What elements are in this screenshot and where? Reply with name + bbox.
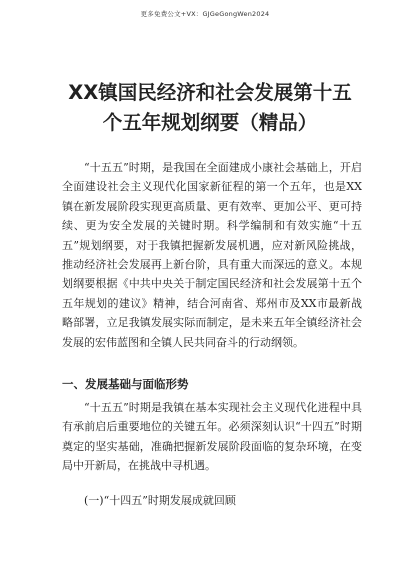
subsection-heading: (一)“十四五”时期发展成就回顾 (84, 494, 236, 507)
section-paragraph: “十五五”时期是我镇在基本实现社会主义现代化进程中具有承前启后重要地位的关键五年。必须深刻认识“十四五”时期奠定的坚实基础，准确把握新发展阶段面临的复杂环境，在变局中开新局，在挑战中寻机遇。 (62, 401, 362, 473)
section-paragraph-block (62, 398, 362, 476)
intro-paragraph: “十五五”时期，是我国在全面建成小康社会基础上，开启全面建设社会主义现代化国家新征程的第一个五年，也是XX镇在新发展阶段实现更高质量、更有效率、更加公平、更可持续、更为安全发展的关键时期。科学编制和有效实施“十五五”规划纲要，对于我镇把握新发展机遇，应对新风险挑战，推动经济社会发展再上新台阶，具有重大而深远的意义。本规划纲要根据《中共中央关于制定国民经济和社会发展第十五个五年规划的建议》精神，结合河南省、郑州市及XX市最新战略部署，立足我镇发展实际而制定，是未来五年全镇经济社会发展的宏伟蓝图和全镇人民共同奋斗的行动纲领。 (62, 161, 362, 349)
intro-paragraph-block (62, 158, 362, 352)
header-note: 更多免费公文+VX：GJGeGongWen2024 (140, 10, 270, 18)
document-title: XX镇国民经济和社会发展第十五个五年规划纲要（精品） (68, 81, 352, 134)
section-heading: 一、发展基础与面临形势 (62, 377, 189, 391)
